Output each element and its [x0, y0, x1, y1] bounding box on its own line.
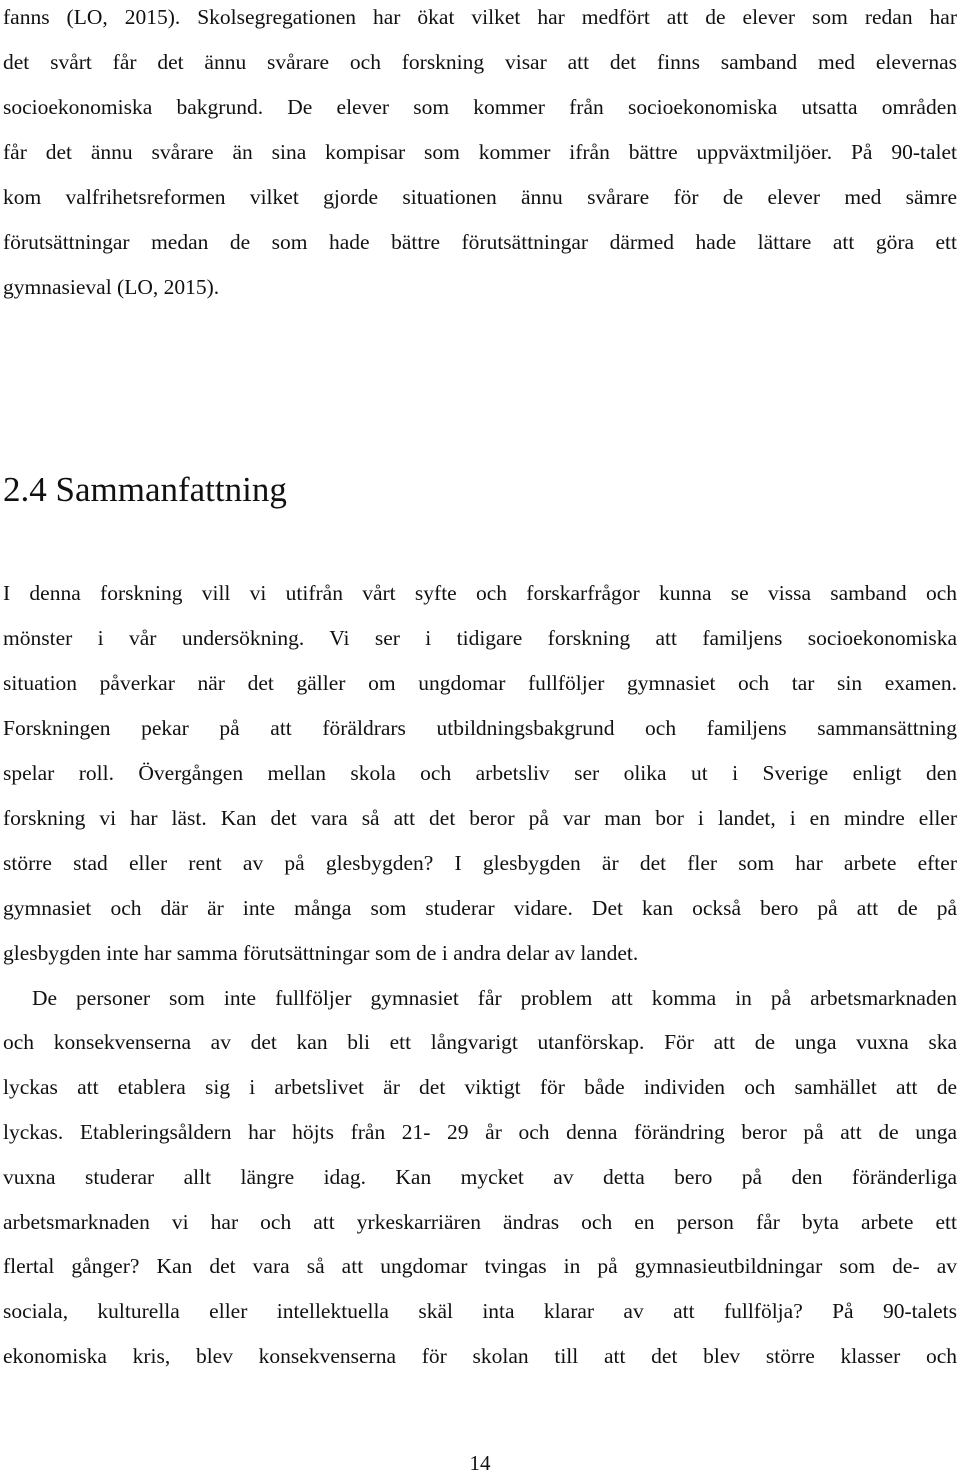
text-line: sociala, kulturella eller intellektuella skäl inta klarar av att fullfölja? På 90-talets — [3, 1299, 957, 1323]
page-number: 14 — [469, 1451, 491, 1475]
text-line: lyckas att etablera sig i arbetslivet är det viktigt för både individen och samhället att de — [3, 1075, 957, 1099]
text-line: får det ännu svårare än sina kompisar som kommer ifrån bättre uppväxtmiljöer. På 90-talet — [3, 140, 957, 164]
text-line: flertal gånger? Kan det vara så att ungdomar tvingas in på gymnasieutbildningar som de- av — [3, 1254, 957, 1278]
text-line: situation påverkar när det gäller om ungdomar fullföljer gymnasiet och tar sin examen. — [3, 671, 957, 695]
text-line: arbetsmarknaden vi har och att yrkeskarriären ändras och en person får byta arbete ett — [3, 1210, 957, 1234]
text-line: fanns (LO, 2015). Skolsegregationen har ökat vilket har medfört att de elever som redan har — [3, 5, 957, 29]
section-heading: 2.4 Sammanfattning — [3, 470, 287, 509]
text-line: spelar roll. Övergången mellan skola och arbetsliv ser olika ut i Sverige enligt den — [3, 761, 957, 785]
text-line: lyckas. Etableringsåldern har höjts från 21- 29 år och denna förändring beror på att de unga — [3, 1120, 957, 1144]
text-line: glesbygden inte har samma förutsättningar som de i andra delar av landet. — [3, 941, 639, 965]
text-line: socioekonomiska bakgrund. De elever som kommer från socioekonomiska utsatta områden — [3, 95, 957, 119]
text-line: och konsekvenserna av det kan bli ett långvarigt utanförskap. För att de unga vuxna ska — [3, 1030, 957, 1054]
text-line: kom valfrihetsreformen vilket gjorde situationen ännu svårare för de elever med sämre — [3, 185, 957, 209]
text-line: gymnasiet och där är inte många som studerar vidare. Det kan också bero på att de på — [3, 896, 957, 920]
text-line: gymnasieval (LO, 2015). — [3, 275, 220, 299]
text-line: mönster i vår undersökning. Vi ser i tidigare forskning att familjens socioekonomiska — [3, 626, 957, 650]
text-line: det svårt får det ännu svårare och forskning visar att det finns samband med elevernas — [3, 50, 957, 74]
text-line: forskning vi har läst. Kan det vara så att det beror på var man bor i landet, i en mindre eller — [3, 806, 957, 830]
text-line: större stad eller rent av på glesbygden? I glesbygden är det fler som har arbete efter — [3, 851, 957, 875]
text-line: De personer som inte fullföljer gymnasiet får problem att komma in på arbetsmarknaden — [32, 986, 957, 1010]
text-line: förutsättningar medan de som hade bättre förutsättningar därmed hade lättare att göra ett — [3, 230, 957, 254]
text-line: vuxna studerar allt längre idag. Kan mycket av detta bero på den föränderliga — [3, 1165, 957, 1189]
text-line: Forskningen pekar på att föräldrars utbildningsbakgrund och familjens sammansättning — [3, 716, 957, 740]
text-line: ekonomiska kris, blev konsekvenserna för skolan till att det blev större klasser och — [3, 1344, 957, 1368]
text-line: I denna forskning vill vi utifrån vårt syfte och forskarfrågor kunna se vissa samband och — [3, 581, 957, 605]
